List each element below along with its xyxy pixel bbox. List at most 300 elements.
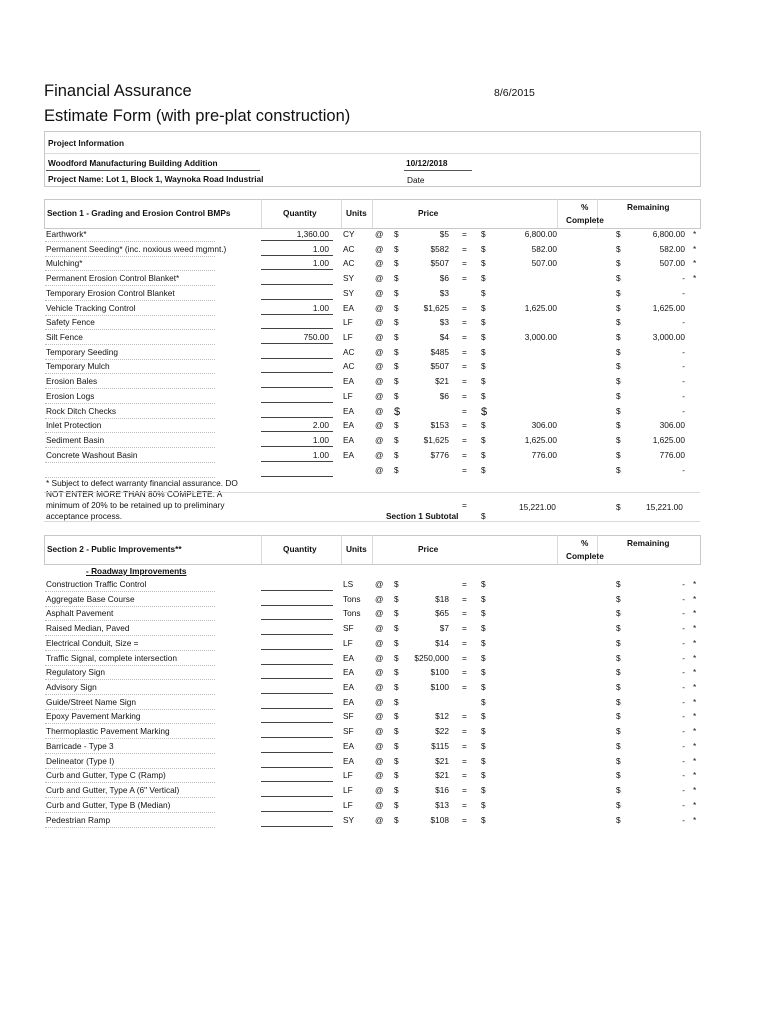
quantity-field[interactable] xyxy=(261,755,333,768)
amount-dollar: $ xyxy=(481,667,486,678)
amount-dollar: $ xyxy=(481,376,486,387)
remaining-dollar: $ xyxy=(616,740,621,751)
item-description: Temporary Erosion Control Blanket xyxy=(46,287,175,298)
at-sign: @ xyxy=(375,711,384,722)
quantity-field[interactable] xyxy=(261,814,333,827)
warranty-note: * Subject to defect warranty financial assurance. DO NOT ENTER MORE THAN 80% COMPLETE. A minimum of 20% to be retained up to preliminary acceptance process. xyxy=(46,478,238,521)
form-date: 8/6/2015 xyxy=(494,87,535,99)
project-date-value[interactable]: 10/12/2018 xyxy=(406,158,448,168)
unit-value: SF xyxy=(343,623,354,634)
remaining-value: - xyxy=(682,390,685,401)
remaining-value: - xyxy=(682,346,685,357)
equals-sign: = xyxy=(462,785,467,796)
at-sign: @ xyxy=(375,682,384,693)
quantity-field[interactable] xyxy=(261,637,333,650)
price-dollar: $ xyxy=(394,405,401,418)
quantity-value[interactable]: 1,360.00 xyxy=(296,229,329,239)
price-dollar: $ xyxy=(394,390,399,401)
amount-dollar: $ xyxy=(481,449,486,460)
remaining-dollar: $ xyxy=(616,317,621,328)
remaining-dollar: $ xyxy=(616,302,621,313)
quantity-field[interactable] xyxy=(261,346,333,359)
quantity-field[interactable] xyxy=(261,578,333,591)
equals-sign: = xyxy=(462,258,467,269)
remaining-value: - xyxy=(682,287,685,298)
price-dollar: $ xyxy=(394,420,399,431)
table-row xyxy=(45,754,700,769)
price-dollar: $ xyxy=(394,273,399,284)
price-dollar: $ xyxy=(394,799,399,810)
item-description: Thermoplastic Pavement Marking xyxy=(46,726,170,737)
col-remaining: Remaining xyxy=(627,202,670,212)
remaining-dollar: $ xyxy=(616,405,621,416)
amount-dollar: $ xyxy=(481,317,486,328)
item-description: Curb and Gutter, Type C (Ramp) xyxy=(46,770,166,781)
amount-dollar: $ xyxy=(481,637,486,648)
remaining-value: 776.00 xyxy=(659,449,685,460)
unit-price: $6 xyxy=(439,273,449,284)
remaining-value: - xyxy=(682,711,685,722)
at-sign: @ xyxy=(375,376,384,387)
table-row xyxy=(45,724,700,739)
warranty-star: * xyxy=(693,637,697,648)
table-row xyxy=(45,577,700,592)
col-quantity: Quantity xyxy=(283,208,317,218)
remaining-value: - xyxy=(682,317,685,328)
unit-value: LF xyxy=(343,785,353,796)
item-description: Sediment Basin xyxy=(46,435,105,446)
table-row xyxy=(45,665,700,680)
table-row xyxy=(45,433,700,448)
remaining-value: 1,625.00 xyxy=(652,302,685,313)
remaining-value: - xyxy=(682,755,685,766)
remaining-dollar: $ xyxy=(616,435,621,446)
remaining-value: - xyxy=(682,273,685,284)
price-dollar: $ xyxy=(394,593,399,604)
remaining-value: - xyxy=(682,682,685,693)
unit-price: $4 xyxy=(439,332,449,343)
unit-value: SY xyxy=(343,814,355,825)
amount-dollar: $ xyxy=(481,273,486,284)
quantity-value[interactable]: 2.00 xyxy=(312,420,329,431)
at-sign: @ xyxy=(375,608,384,619)
at-sign: @ xyxy=(375,243,384,254)
unit-price: $65 xyxy=(435,608,449,619)
quantity-field[interactable] xyxy=(261,666,333,679)
item-description: Traffic Signal, complete intersection xyxy=(46,652,177,663)
remaining-value: - xyxy=(682,376,685,387)
item-description: Barricade - Type 3 xyxy=(46,740,114,751)
quantity-field[interactable] xyxy=(261,390,333,403)
table-row xyxy=(45,783,700,798)
at-sign: @ xyxy=(375,814,384,825)
item-description: Aggregate Base Course xyxy=(46,593,135,604)
item-description: Safety Fence xyxy=(46,317,95,328)
unit-value: EA xyxy=(343,302,355,313)
unit-value: LS xyxy=(343,579,354,589)
amount-dollar: $ xyxy=(481,755,486,766)
item-description: Guide/Street Name Sign xyxy=(46,696,136,707)
roadway-subhead: - Roadway Improvements xyxy=(86,566,187,576)
unit-price: $153 xyxy=(430,420,449,431)
at-sign: @ xyxy=(375,346,384,357)
remaining-dollar: $ xyxy=(616,361,621,372)
unit-value: EA xyxy=(343,449,355,460)
amount-value: 1,625.00 xyxy=(524,302,557,313)
equals-sign: = xyxy=(462,317,467,328)
quantity-field[interactable] xyxy=(261,784,333,797)
col2-price: Price xyxy=(418,544,439,554)
remaining-dollar: $ xyxy=(616,770,621,781)
amount-value: 582.00 xyxy=(531,243,557,254)
remaining-dollar: $ xyxy=(616,376,621,387)
item-description: Rock Ditch Checks xyxy=(46,405,117,416)
unit-value: LF xyxy=(343,637,353,648)
remaining-dollar: $ xyxy=(616,814,621,825)
col2-quantity: Quantity xyxy=(283,544,317,554)
at-sign: @ xyxy=(375,652,384,663)
item-description: Asphalt Pavement xyxy=(46,608,114,619)
amount-dollar: $ xyxy=(481,593,486,604)
unit-value: CY xyxy=(343,229,355,239)
unit-price: $115 xyxy=(431,740,449,751)
unit-price: $100 xyxy=(430,682,449,693)
unit-price: $250,000 xyxy=(414,652,449,663)
warranty-star: * xyxy=(693,814,697,825)
equals-sign: = xyxy=(462,405,467,416)
warranty-star: * xyxy=(693,682,697,693)
equals-sign: = xyxy=(462,464,467,475)
amount-dollar: $ xyxy=(481,287,486,298)
unit-value: EA xyxy=(343,696,355,707)
item-description: Curb and Gutter, Type B (Median) xyxy=(46,799,171,810)
quantity-field[interactable] xyxy=(261,725,333,738)
unit-price: $13 xyxy=(435,799,449,810)
remaining-value: 507.00 xyxy=(659,258,685,269)
at-sign: @ xyxy=(375,435,384,446)
at-sign: @ xyxy=(375,405,384,416)
remaining-value: - xyxy=(682,770,685,781)
unit-value: LF xyxy=(343,332,353,343)
warranty-star: * xyxy=(693,667,697,678)
quantity-value[interactable]: 1.00 xyxy=(312,243,329,254)
remaining-dollar: $ xyxy=(616,785,621,796)
remaining-value: 582.00 xyxy=(659,243,685,254)
price-dollar: $ xyxy=(394,332,399,343)
warranty-star: * xyxy=(693,593,697,604)
unit-value: EA xyxy=(343,667,355,678)
item-description: Raised Median, Paved xyxy=(46,623,130,634)
item-description: Advisory Sign xyxy=(46,682,97,693)
quantity-value[interactable]: 750.00 xyxy=(303,332,329,343)
price-dollar: $ xyxy=(394,814,399,825)
col2-units: Units xyxy=(346,544,367,554)
remaining-dollar: $ xyxy=(616,682,621,693)
unit-value: EA xyxy=(343,435,355,446)
unit-value: EA xyxy=(343,740,355,751)
equals-sign: = xyxy=(462,435,467,446)
at-sign: @ xyxy=(375,229,384,239)
unit-price: $3 xyxy=(439,317,449,328)
item-description: Construction Traffic Control xyxy=(46,579,147,589)
price-dollar: $ xyxy=(394,755,399,766)
unit-value: SY xyxy=(343,273,355,284)
warranty-star: * xyxy=(693,579,697,589)
remaining-dollar: $ xyxy=(616,464,621,475)
price-dollar: $ xyxy=(394,740,399,751)
unit-value: EA xyxy=(343,682,355,693)
price-dollar: $ xyxy=(394,637,399,648)
unit-price: $22 xyxy=(435,726,449,737)
unit-value: LF xyxy=(343,390,353,401)
equals-sign: = xyxy=(462,667,467,678)
at-sign: @ xyxy=(375,593,384,604)
item-description: Pedestrian Ramp xyxy=(46,814,111,825)
remaining-value: - xyxy=(682,405,685,416)
equals-sign: = xyxy=(462,652,467,663)
equals-sign: = xyxy=(462,770,467,781)
unit-price: $16 xyxy=(435,785,449,796)
price-dollar: $ xyxy=(394,711,399,722)
warranty-star: * xyxy=(693,785,697,796)
equals-sign: = xyxy=(462,302,467,313)
remaining-value: - xyxy=(682,623,685,634)
table-row xyxy=(45,651,700,666)
remaining-value: - xyxy=(682,361,685,372)
table-row xyxy=(45,636,700,651)
col-units: Units xyxy=(346,208,367,218)
quantity-field[interactable] xyxy=(261,622,333,635)
item-description: Delineator (Type I) xyxy=(46,755,115,766)
date-label: Date xyxy=(407,175,425,185)
warranty-star: * xyxy=(693,711,697,722)
at-sign: @ xyxy=(375,449,384,460)
amount-value: 6,800.00 xyxy=(524,229,557,239)
equals-sign: = xyxy=(462,726,467,737)
quantity-field[interactable] xyxy=(261,696,333,709)
price-dollar: $ xyxy=(394,579,399,589)
remaining-value: - xyxy=(682,814,685,825)
remaining-dollar: $ xyxy=(616,390,621,401)
amount-value: 306.00 xyxy=(531,420,557,431)
item-description: Mulching* xyxy=(46,258,83,269)
col-price: Price xyxy=(418,208,439,218)
unit-price: $1,625 xyxy=(423,435,449,446)
amount-dollar: $ xyxy=(481,740,486,751)
table-row xyxy=(45,315,700,330)
at-sign: @ xyxy=(375,332,384,343)
quantity-field[interactable] xyxy=(261,740,333,753)
amount-dollar: $ xyxy=(481,229,486,239)
quantity-field[interactable] xyxy=(261,769,333,782)
remaining-value: 1,625.00 xyxy=(652,435,685,446)
unit-value: SF xyxy=(343,726,354,737)
quantity-field[interactable] xyxy=(261,375,333,388)
at-sign: @ xyxy=(375,420,384,431)
remaining-value: - xyxy=(682,667,685,678)
unit-price: $7 xyxy=(439,623,449,634)
amount-dollar: $ xyxy=(481,696,486,707)
remaining-dollar: $ xyxy=(616,726,621,737)
equals-sign: = xyxy=(462,273,467,284)
item-description: Epoxy Pavement Marking xyxy=(46,711,141,722)
col2-remaining: Remaining xyxy=(627,538,670,548)
warranty-star: * xyxy=(693,770,697,781)
unit-price: $485 xyxy=(430,346,449,357)
remaining-dollar: $ xyxy=(616,711,621,722)
unit-price: $1,625 xyxy=(423,302,449,313)
price-dollar: $ xyxy=(394,376,399,387)
price-dollar: $ xyxy=(394,652,399,663)
remaining-dollar: $ xyxy=(616,623,621,634)
unit-price: $3 xyxy=(439,287,449,298)
section1-subtotal-amount: 15,221.00 xyxy=(519,502,556,512)
unit-price: $582 xyxy=(430,243,449,254)
table-row xyxy=(45,592,700,607)
table-row xyxy=(45,680,700,695)
unit-price: $21 xyxy=(435,755,449,766)
price-dollar: $ xyxy=(394,317,399,328)
project-name-line[interactable]: Woodford Manufacturing Building Addition xyxy=(48,158,218,168)
amount-dollar: $ xyxy=(481,243,486,254)
price-dollar: $ xyxy=(394,243,399,254)
amount-dollar: $ xyxy=(481,302,486,313)
remaining-value: 3,000.00 xyxy=(652,332,685,343)
quantity-field[interactable] xyxy=(261,799,333,812)
equals-sign: = xyxy=(462,740,467,751)
price-dollar: $ xyxy=(394,464,399,475)
at-sign: @ xyxy=(375,464,384,475)
quantity-field[interactable] xyxy=(261,405,333,418)
equals-sign: = xyxy=(462,682,467,693)
amount-dollar: $ xyxy=(481,258,486,269)
price-dollar: $ xyxy=(394,229,399,239)
remaining-dollar: $ xyxy=(616,608,621,619)
remaining-value: - xyxy=(682,464,685,475)
amount-dollar: $ xyxy=(481,420,486,431)
quantity-field[interactable] xyxy=(261,287,333,300)
item-description: Curb and Gutter, Type A (6" Vertical) xyxy=(46,785,180,796)
unit-price: $776 xyxy=(430,449,449,460)
col-complete: Complete xyxy=(566,215,604,225)
remaining-value: 6,800.00 xyxy=(652,229,685,239)
item-description: Permanent Erosion Control Blanket* xyxy=(46,273,180,284)
equals-sign: = xyxy=(462,608,467,619)
amount-dollar: $ xyxy=(481,770,486,781)
unit-price: $18 xyxy=(435,593,449,604)
amount-dollar: $ xyxy=(481,390,486,401)
remaining-value: - xyxy=(682,799,685,810)
amount-dollar: $ xyxy=(481,623,486,634)
unit-price: $21 xyxy=(435,770,449,781)
equals-sign: = xyxy=(462,332,467,343)
quantity-field[interactable] xyxy=(261,464,333,477)
unit-price: $108 xyxy=(430,814,449,825)
table-row xyxy=(45,621,700,636)
price-dollar: $ xyxy=(394,696,399,707)
item-description: Earthwork* xyxy=(46,229,87,239)
quantity-field[interactable] xyxy=(261,316,333,329)
equals-sign: = xyxy=(462,420,467,431)
table-row xyxy=(45,301,700,316)
unit-value: LF xyxy=(343,799,353,810)
remaining-dollar: $ xyxy=(616,332,621,343)
quantity-field[interactable] xyxy=(261,681,333,694)
equals-sign: = xyxy=(462,376,467,387)
at-sign: @ xyxy=(375,258,384,269)
warranty-star: * xyxy=(693,726,697,737)
amount-dollar: $ xyxy=(481,608,486,619)
remaining-dollar: $ xyxy=(616,637,621,648)
table-row xyxy=(45,227,700,242)
subtotal-rem-dollar: $ xyxy=(616,502,621,512)
unit-price: $507 xyxy=(430,361,449,372)
quantity-value[interactable]: 1.00 xyxy=(312,435,329,446)
quantity-field[interactable] xyxy=(261,360,333,373)
unit-value: EA xyxy=(343,405,355,416)
amount-dollar: $ xyxy=(481,652,486,663)
at-sign: @ xyxy=(375,726,384,737)
item-description: Regulatory Sign xyxy=(46,667,106,678)
at-sign: @ xyxy=(375,361,384,372)
price-dollar: $ xyxy=(394,726,399,737)
unit-value: AC xyxy=(343,243,355,254)
equals-sign: = xyxy=(462,390,467,401)
quantity-field[interactable] xyxy=(261,652,333,665)
equals-sign: = xyxy=(462,579,467,589)
table-row xyxy=(45,606,700,621)
amount-dollar: $ xyxy=(481,435,486,446)
remaining-value: - xyxy=(682,785,685,796)
at-sign: @ xyxy=(375,623,384,634)
quantity-field[interactable] xyxy=(261,593,333,606)
quantity-field[interactable] xyxy=(261,710,333,723)
section2-title: Section 2 - Public Improvements** xyxy=(47,544,182,554)
table-row xyxy=(45,448,700,463)
form-subtitle: Estimate Form (with pre-plat construction) xyxy=(44,107,351,125)
quantity-value[interactable]: 1.00 xyxy=(312,302,329,313)
quantity-value[interactable]: 1.00 xyxy=(312,258,329,269)
equals-sign: = xyxy=(462,637,467,648)
remaining-value: - xyxy=(682,740,685,751)
item-description: Concrete Washout Basin xyxy=(46,449,138,460)
col2-pct: % xyxy=(581,538,589,548)
at-sign: @ xyxy=(375,287,384,298)
price-dollar: $ xyxy=(394,435,399,446)
price-dollar: $ xyxy=(394,449,399,460)
item-description: Vehicle Tracking Control xyxy=(46,302,136,313)
amount-dollar: $ xyxy=(481,799,486,810)
warranty-star: * xyxy=(693,273,697,284)
section1-title: Section 1 - Grading and Erosion Control BMPs xyxy=(47,208,231,218)
table-row xyxy=(45,345,700,360)
warranty-star: * xyxy=(693,623,697,634)
amount-dollar: $ xyxy=(481,361,486,372)
table-row xyxy=(45,286,700,301)
quantity-field[interactable] xyxy=(261,272,333,285)
equals-sign: = xyxy=(462,449,467,460)
remaining-dollar: $ xyxy=(616,287,621,298)
section1-subtotal-remaining: 15,221.00 xyxy=(646,502,683,512)
quantity-value[interactable]: 1.00 xyxy=(312,449,329,460)
warranty-star: * xyxy=(693,755,697,766)
quantity-field[interactable] xyxy=(261,607,333,620)
table-row xyxy=(45,418,700,433)
table-row xyxy=(45,271,700,286)
remaining-dollar: $ xyxy=(616,243,621,254)
table-row xyxy=(45,813,700,828)
equals-sign: = xyxy=(462,755,467,766)
